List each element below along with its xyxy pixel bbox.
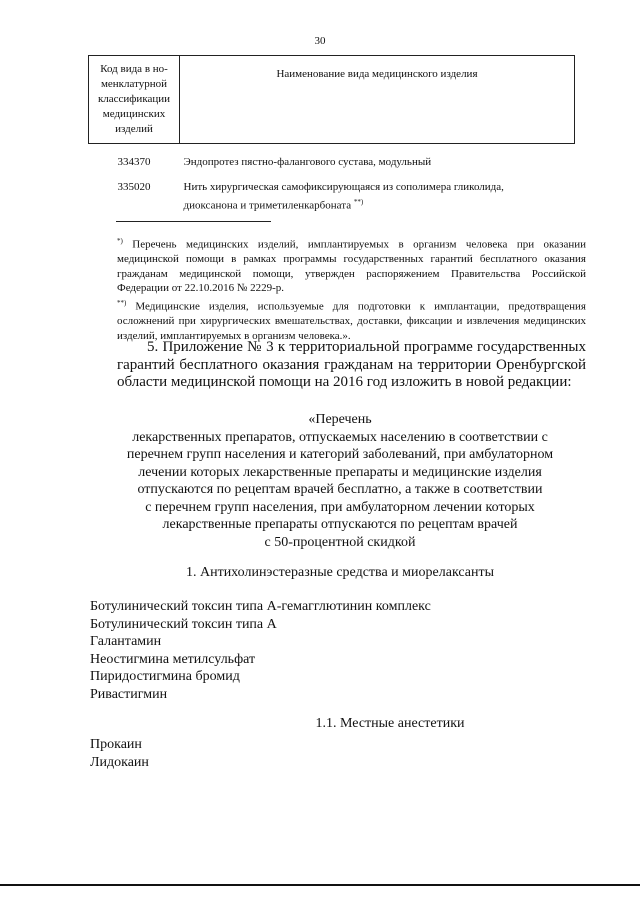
table-row: [89, 144, 575, 171]
heading-line: отпускаются по рецептам врачей бесплатно, а также в соответствии: [137, 482, 543, 497]
footnote-2: [117, 296, 586, 343]
footnotes: [117, 234, 586, 343]
row-code: 334370: [117, 156, 151, 168]
list-item: Галантамин: [90, 634, 162, 650]
table-row: [89, 170, 575, 214]
list-heading: [100, 411, 580, 551]
list-item: Ривастигмин: [90, 686, 168, 702]
row-name: [180, 144, 575, 171]
heading-line: лекарственных препаратов, отпускаемых населению в соответствии с: [132, 429, 548, 445]
bottom-border: [0, 884, 640, 886]
list-item: Прокаин: [90, 737, 142, 752]
heading-line: с 50-процентной скидкой: [264, 534, 416, 550]
section-1-1-title: 1.1. Местные анестетики: [315, 716, 465, 731]
header-code: [89, 56, 180, 144]
footnote-1: [117, 234, 586, 296]
medical-devices-table: [88, 55, 575, 214]
row-code: 335020: [117, 181, 151, 193]
paragraph-5: 5. Приложение № 3 к территориальной программе государственных гарантий бесплатного оказания гражданам на территории Оренбургской области медицинской помощи на 2016 год изложить в новой редакции:: [117, 339, 586, 390]
section-1-1-list: [90, 736, 149, 771]
footnote-1-mark: *): [117, 237, 123, 245]
heading-line: лечении которых лекарственные препараты и медицинские изделия: [138, 464, 542, 480]
row-name: [180, 170, 575, 214]
footnote-2-text: Медицинские изделия, используемые для подготовки к имплантации, предотвращения осложнений при хирургических вмешательствах, доставки, фиксации и извлечения медицинских изделий, имплантируемых в организм человека.».: [117, 300, 586, 342]
page-number: 30: [314, 35, 326, 47]
list-item: Ботулинический токсин типа А-гемагглютинин комплекс: [90, 599, 431, 614]
section-1-title: 1. Антихолинэстеразные средства и миорелаксанты: [185, 565, 495, 580]
list-item: Лидокаин: [90, 754, 149, 770]
list-item: Неостигмина метилсульфат: [90, 651, 256, 667]
heading-line: лекарственные препараты отпускаются по рецептам врачей: [162, 517, 518, 532]
heading-line: перечнем групп населения и категорий заболеваний, при амбулаторном: [126, 447, 554, 462]
table-header-row: [89, 56, 575, 144]
list-item: Пиридостигмина бромид: [90, 669, 240, 685]
heading-line: «Перечень: [308, 412, 372, 427]
header-name-text: Наименование вида медицинского изделия: [276, 68, 478, 80]
footnote-2-mark: **): [117, 299, 127, 308]
row-name-text: Эндопротез пястно-фалангового сустава, модульный: [183, 156, 432, 168]
list-item: Ботулинический токсин типа А: [90, 616, 277, 632]
footnote-1-text: Перечень медицинских изделий, имплантируемых в организм человека при оказании медицинской помощи в рамках программы государственных гарантий бесплатного оказания гражданам медицинской помощи, утвержден распоряжением Правительства Российской Федерации от 22.10.2016 № 2229-р.: [117, 238, 586, 295]
footnote-mark: **): [353, 198, 364, 206]
row-name-text: Нить хирургическая самофиксирующаяся из сополимера гликолида, диоксанона и триметиленкарбоната: [183, 181, 504, 212]
footnote-divider: [116, 221, 271, 222]
heading-line: с перечнем групп населения, при амбулаторном лечении которых: [145, 499, 535, 515]
section-1-list: [90, 598, 431, 704]
header-code-text: Код вида в но- менклатурной классификации медицинских изделий: [97, 63, 171, 135]
header-name: [180, 56, 575, 144]
